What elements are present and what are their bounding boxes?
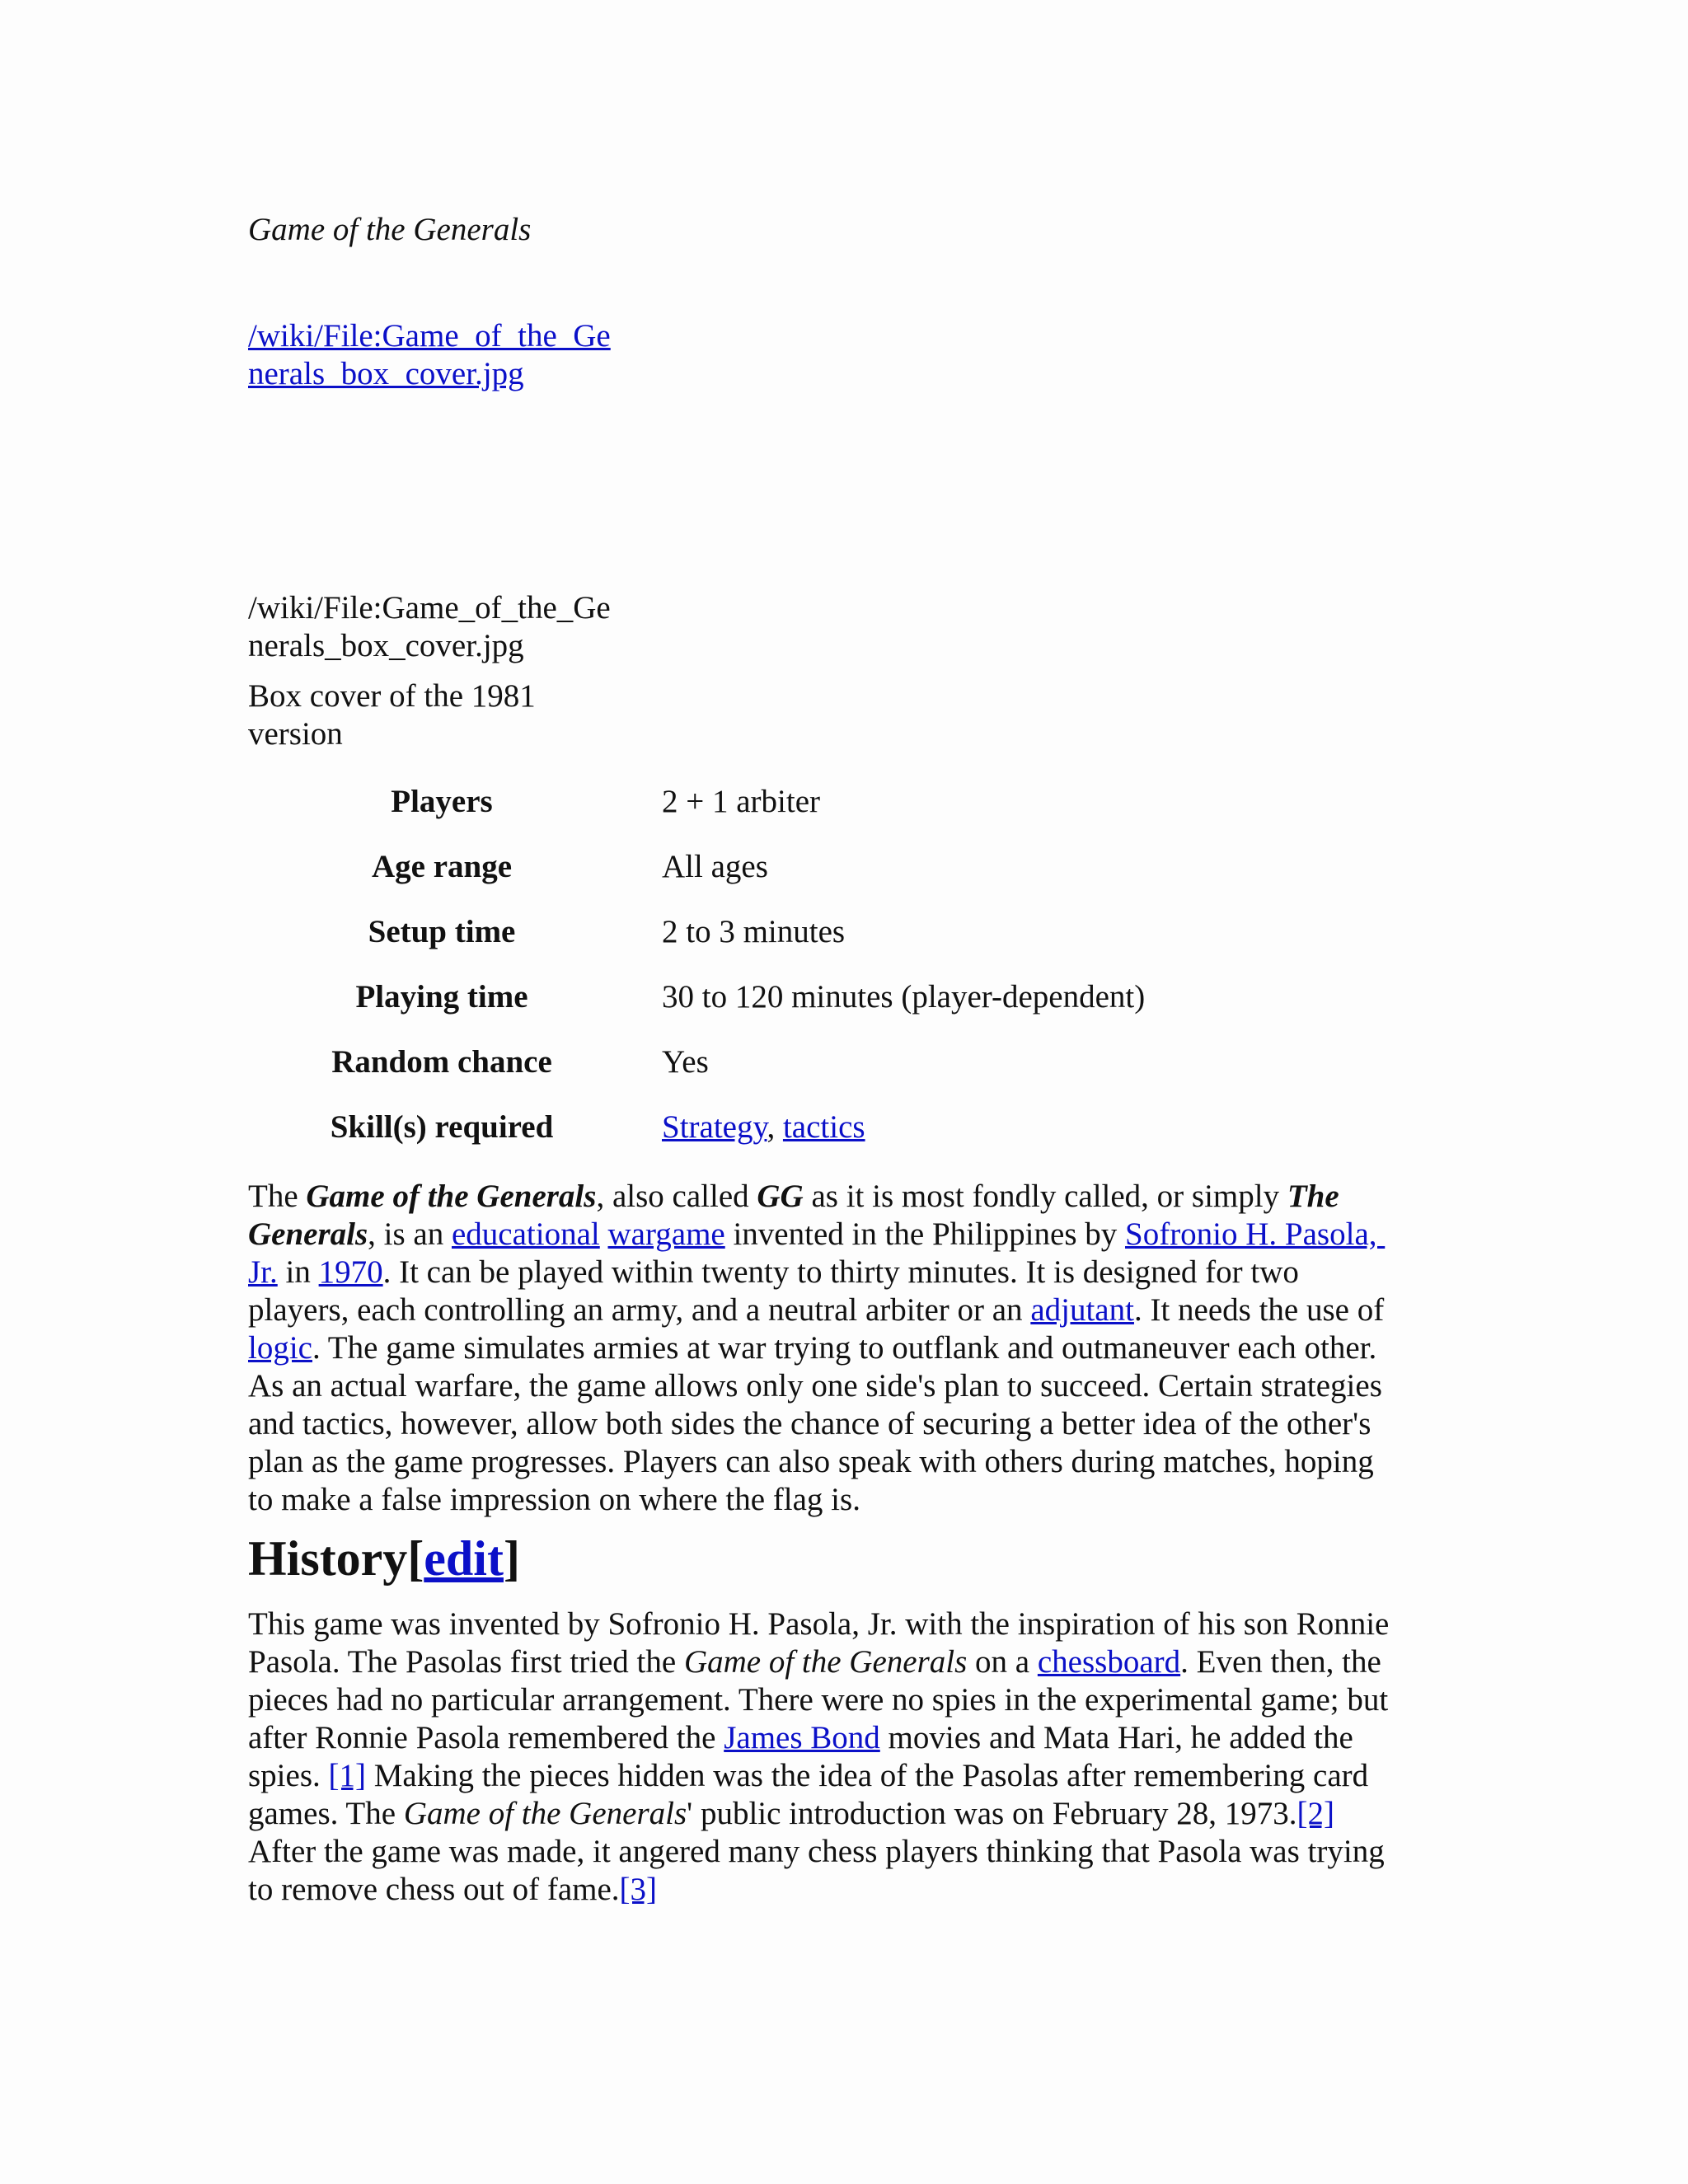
text-line: plan as the game progresses. Players can also speak with others during matches, hoping [248,1444,1374,1479]
infobox-row-age-range [248,848,1435,886]
text-line [248,1757,1435,1795]
text-line [248,1329,1435,1367]
infobox-value: All ages [662,849,768,884]
image-link-line: /wiki/File:Game_of_the_Ge [248,590,611,626]
infobox-label: Setup time [368,914,516,949]
image-link-box-cover-alt[interactable] [248,589,644,665]
infobox-label: Players [391,784,493,819]
infobox-label: Skill(s) required [330,1109,554,1145]
history-paragraph [248,1605,1435,1909]
image-link-box-cover[interactable] [248,317,644,393]
separator: , [767,1109,783,1145]
image-link-line: /wiki/File:Game_of_the_Ge [248,318,611,354]
edit-link[interactable]: edit [424,1531,504,1586]
citation-link-3[interactable]: [3] [619,1872,658,1907]
intro-paragraph [248,1178,1435,1519]
text-line [248,1178,1435,1216]
caption-line: version [248,716,343,752]
text-line [248,1216,1435,1254]
text: Pasola. The Pasolas first tried the [248,1644,684,1680]
text-line [248,1643,1435,1681]
bracket: ] [503,1531,520,1586]
link-wargame[interactable]: wargame [607,1216,725,1252]
text: . It needs the use of [1133,1292,1385,1328]
infobox-value: 2 to 3 minutes [662,914,846,949]
text-line: to make a false impression on where the flag is. [248,1482,860,1517]
text-line [248,1291,1435,1329]
caption-line: Box cover of the 1981 [248,678,536,714]
citation-link-1[interactable]: [1] [328,1758,366,1793]
text-line: and tactics, however, allow both sides the chance of securing a better idea of the other's [248,1406,1372,1441]
link-strategy[interactable]: Strategy [662,1109,767,1145]
text: to remove chess out of fame. [248,1872,620,1907]
bold-italic-term: Generals [248,1216,368,1252]
image-caption [248,677,594,753]
infobox-row-players [248,783,1435,821]
text-line [248,1795,1435,1833]
text: after Ronnie Pasola remembered the [248,1720,724,1755]
infobox-value [662,1108,865,1146]
text-line [248,1254,1435,1291]
text-line: As an actual warfare, the game allows only one side's plan to succeed. Certain strategies [248,1368,1382,1404]
link-adjutant[interactable]: adjutant [1030,1292,1134,1328]
link-tactics[interactable]: tactics [782,1109,865,1145]
infobox-row-playing-time [248,978,1435,1016]
link-james-bond[interactable]: James Bond [724,1720,880,1755]
text: , is an [368,1216,452,1252]
link-1970[interactable]: 1970 [318,1254,383,1290]
text-line [248,1871,1435,1909]
infobox-label: Age range [371,849,513,884]
infobox-row-random-chance [248,1043,1435,1081]
text: . It can be played within twenty to thirty minutes. It is designed for two [382,1254,1299,1290]
infobox-label: Playing time [355,979,528,1015]
text: as it is most fondly called, or simply [803,1179,1287,1214]
link-logic[interactable]: logic [248,1330,312,1366]
text: players, each controlling an army, and a neutral arbiter or an [248,1292,1031,1328]
heading-text: History [248,1531,408,1586]
page-title: Game of the Generals [248,212,532,247]
text: . Even then, the [1180,1644,1381,1680]
text: on a [967,1644,1038,1680]
text: Making the pieces hidden was the idea of the Pasolas after remembering card [365,1758,1369,1793]
link-jr[interactable]: Jr. [248,1254,278,1290]
text: The [248,1179,307,1214]
link-sofronio-pasola[interactable]: Sofronio H. Pasola, [1125,1216,1386,1252]
section-heading-history [248,1530,520,1587]
text: ' public introduction was on February 28, 1973. [687,1796,1297,1831]
link-educational[interactable]: educational [452,1216,600,1252]
citation-link-2[interactable]: [2] [1296,1796,1334,1831]
infobox-value: 30 to 120 minutes (player-dependent) [662,979,1146,1015]
text-line [248,1719,1435,1757]
text: invented in the Philippines by [724,1216,1126,1252]
text-line: After the game was made, it angered many chess players thinking that Pasola was trying [248,1834,1385,1869]
text [600,1216,608,1252]
infobox-row-setup-time [248,913,1435,951]
text-line: This game was invented by Sofronio H. Pasola, Jr. with the inspiration of his son Ronnie [248,1606,1390,1642]
image-link-line: nerals_box_cover.jpg [248,628,524,663]
italic-term: Game of the Generals [403,1796,687,1831]
text: games. The [248,1796,404,1831]
infobox-value: 2 + 1 arbiter [662,784,821,819]
infobox-value: Yes [662,1044,709,1080]
link-chessboard[interactable]: chessboard [1037,1644,1181,1680]
text-line: pieces had no particular arrangement. There were no spies in the experimental game; but [248,1682,1389,1718]
text: . The game simulates armies at war trying to outflank and outmaneuver each other. [312,1330,1377,1366]
infobox-row-skills [248,1108,1435,1146]
image-link-line: nerals_box_cover.jpg [248,356,524,391]
text: spies. [248,1758,329,1793]
bold-italic-term: Game of the Generals [306,1179,597,1214]
text: movies and Mata Hari, he added the [879,1720,1353,1755]
bold-italic-term: GG [757,1179,804,1214]
text: , also called [596,1179,757,1214]
bracket: [ [407,1531,424,1586]
italic-term: Game of the Generals [683,1644,968,1680]
text: in [277,1254,319,1290]
bold-italic-term: The [1287,1179,1339,1214]
infobox-label: Random chance [331,1044,552,1080]
